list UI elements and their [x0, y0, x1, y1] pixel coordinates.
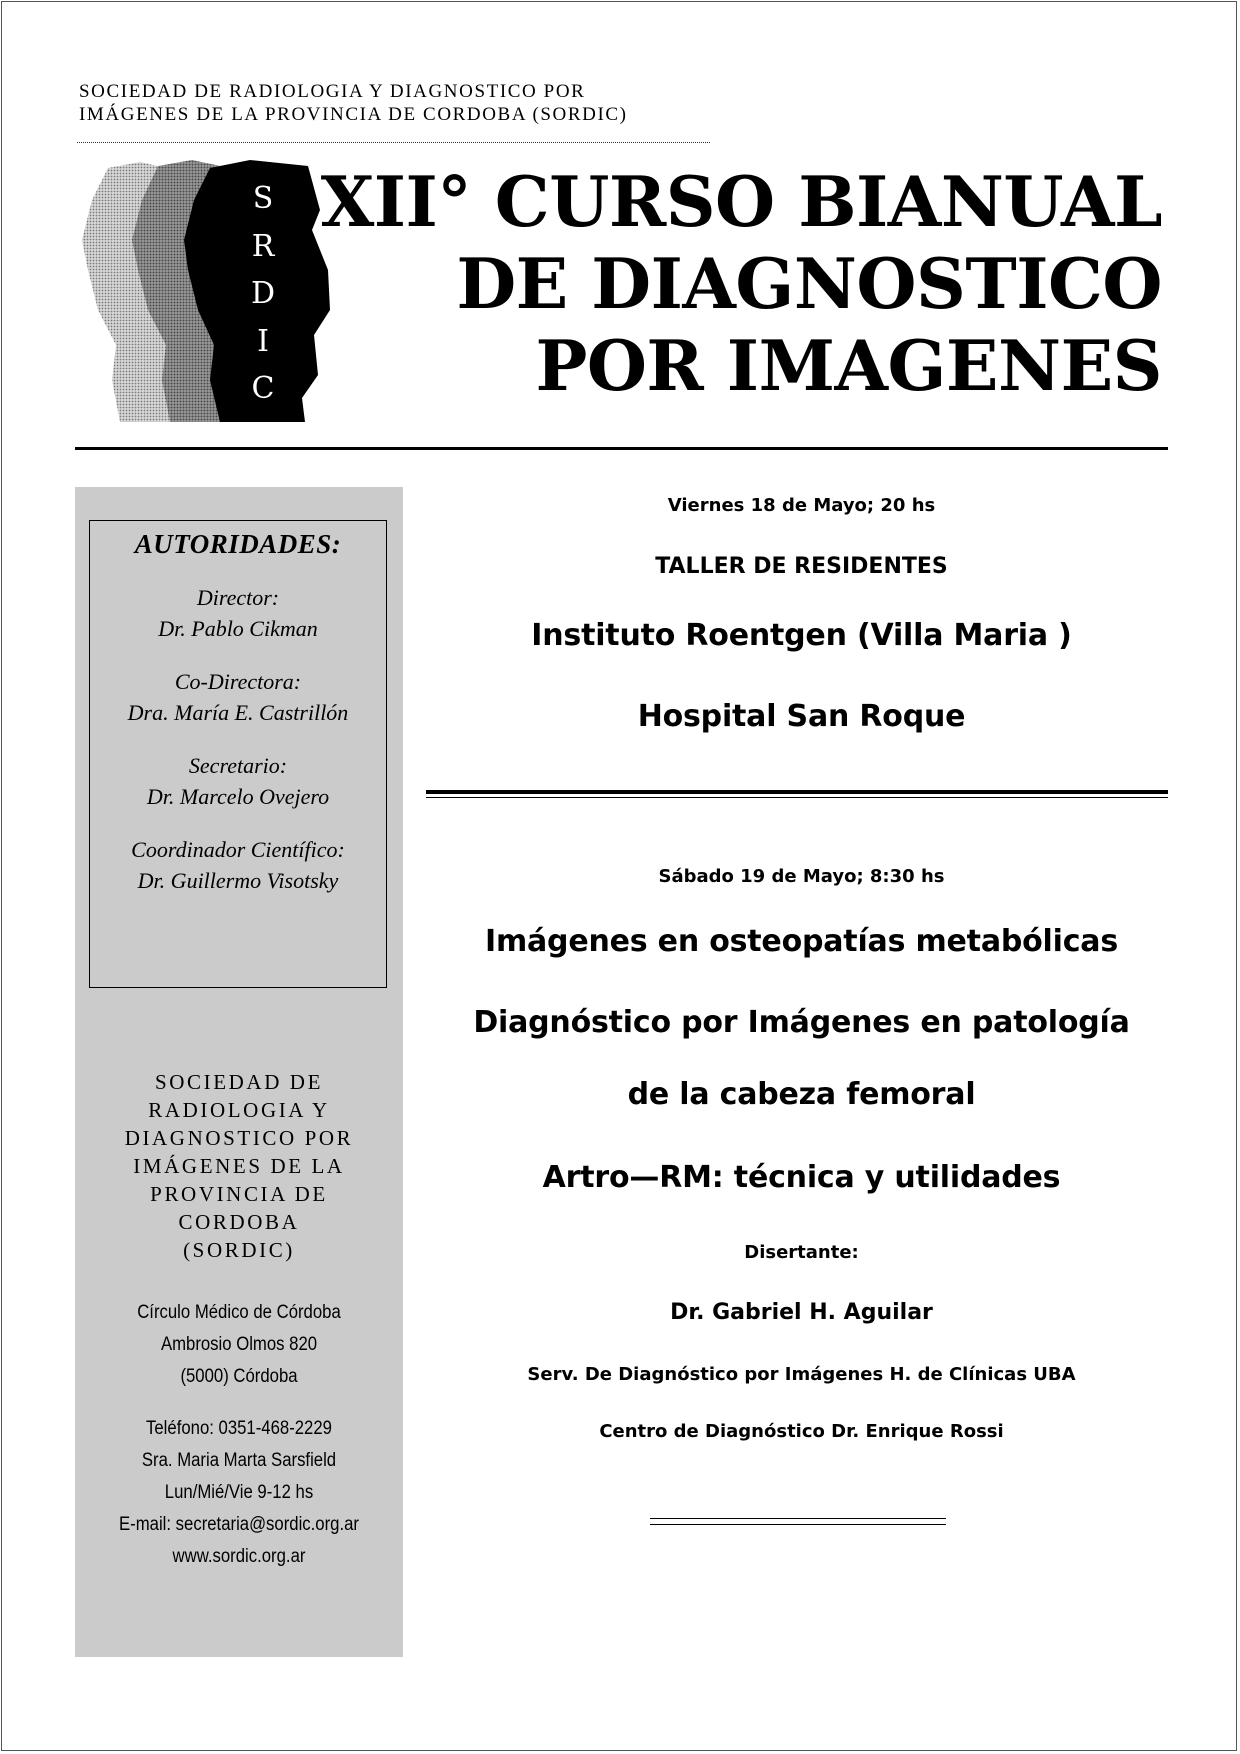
speaker-label: Disertante:: [744, 1242, 859, 1263]
authority-name: Dr. Pablo Cikman: [158, 616, 318, 641]
authority-director: [90, 582, 386, 644]
sidebar-org-line: (SORDIC): [183, 1238, 295, 1262]
header-org-line2: IMÁGENES DE LA PROVINCIA DE CORDOBA (SORDIC): [79, 104, 628, 125]
authorities-box: [89, 520, 387, 988]
saturday-date: Sábado 19 de Mayo; 8:30 hs: [658, 866, 945, 887]
friday-venue-1: Instituto Roentgen (Villa Maria ): [531, 618, 1072, 653]
authority-codirector: [90, 666, 386, 728]
header-org-line1: SOCIEDAD DE RADIOLOGIA Y DIAGNOSTICO POR: [79, 81, 586, 102]
friday-date: Viernes 18 de Mayo; 20 hs: [667, 495, 936, 516]
contact-email: E-mail: secretaria@sordic.org.ar: [119, 1514, 359, 1535]
authority-coordinator: [90, 834, 386, 896]
header-organization: [79, 80, 719, 126]
course-title: [321, 162, 1162, 408]
contact-hours: Lun/Mié/Vie 9-12 hs: [164, 1482, 314, 1503]
sidebar-org-line: DIAGNOSTICO POR: [124, 1126, 354, 1150]
address-line: Ambrosio Olmos 820: [160, 1334, 318, 1355]
logo-letter-i: I: [257, 324, 269, 359]
topic-1: Imágenes en osteopatías metabólicas: [484, 924, 1119, 959]
logo-letter-d: D: [250, 276, 276, 311]
sidebar-org-line: PROVINCIA DE: [150, 1182, 328, 1206]
speaker-affiliation-2: Centro de Diagnóstico Dr. Enrique Rossi: [599, 1421, 1004, 1442]
logo-letter-s: S: [252, 181, 274, 216]
address-block: [95, 1297, 384, 1393]
authority-name: Dra. María E. Castrillón: [127, 700, 349, 725]
contact-person: Sra. Maria Marta Sarsfield: [141, 1450, 337, 1471]
sidebar-org-line: IMÁGENES DE LA: [133, 1154, 345, 1178]
title-line3: POR IMAGENES: [535, 326, 1162, 407]
title-line2: DE DIAGNOSTICO: [456, 244, 1162, 325]
dotted-divider: [77, 142, 710, 143]
authority-secretary: [90, 750, 386, 812]
topic-2-line-1: Diagnóstico por Imágenes en patología: [473, 1005, 1130, 1040]
workshop-title: TALLER DE RESIDENTES: [655, 554, 948, 579]
sidebar-org-line: SOCIEDAD DE: [154, 1070, 323, 1094]
speaker-affiliation-1: Serv. De Diagnóstico por Imágenes H. de Clínicas UBA: [527, 1364, 1076, 1385]
contact-phone: Teléfono: 0351-468-2229: [146, 1418, 332, 1439]
sidebar-organization: [75, 1068, 403, 1264]
title-divider: [75, 447, 1168, 450]
authority-name: Dr. Marcelo Ovejero: [146, 784, 330, 809]
contact-website: www.sordic.org.ar: [172, 1546, 306, 1567]
sidebar-org-line: RADIOLOGIA Y: [148, 1098, 330, 1122]
title-line1: XII° CURSO BIANUAL: [320, 162, 1162, 243]
authority-role: Coordinador Científico:: [131, 837, 345, 862]
authority-name: Dr. Guillermo Visotsky: [137, 868, 339, 893]
section-divider: [426, 790, 1168, 794]
authority-role: Director:: [196, 585, 280, 610]
closing-divider: [650, 1518, 946, 1530]
address-line: Círculo Médico de Córdoba: [137, 1302, 341, 1323]
friday-venue-2: Hospital San Roque: [637, 699, 966, 734]
contact-block: [95, 1413, 384, 1573]
sidebar-org-line: CORDOBA: [178, 1210, 300, 1234]
authorities-heading: AUTORIDADES:: [134, 529, 342, 559]
logo-letter-c: C: [251, 371, 275, 406]
topic-2-line-2: de la cabeza femoral: [627, 1077, 976, 1112]
authority-role: Secretario:: [188, 753, 288, 778]
authority-role: Co-Directora:: [174, 669, 302, 694]
address-line: (5000) Córdoba: [180, 1366, 298, 1387]
speaker-name: Dr. Gabriel H. Aguilar: [670, 1300, 933, 1325]
logo-letter-r: R: [251, 229, 275, 264]
topic-3: Artro—RM: técnica y utilidades: [542, 1160, 1061, 1195]
